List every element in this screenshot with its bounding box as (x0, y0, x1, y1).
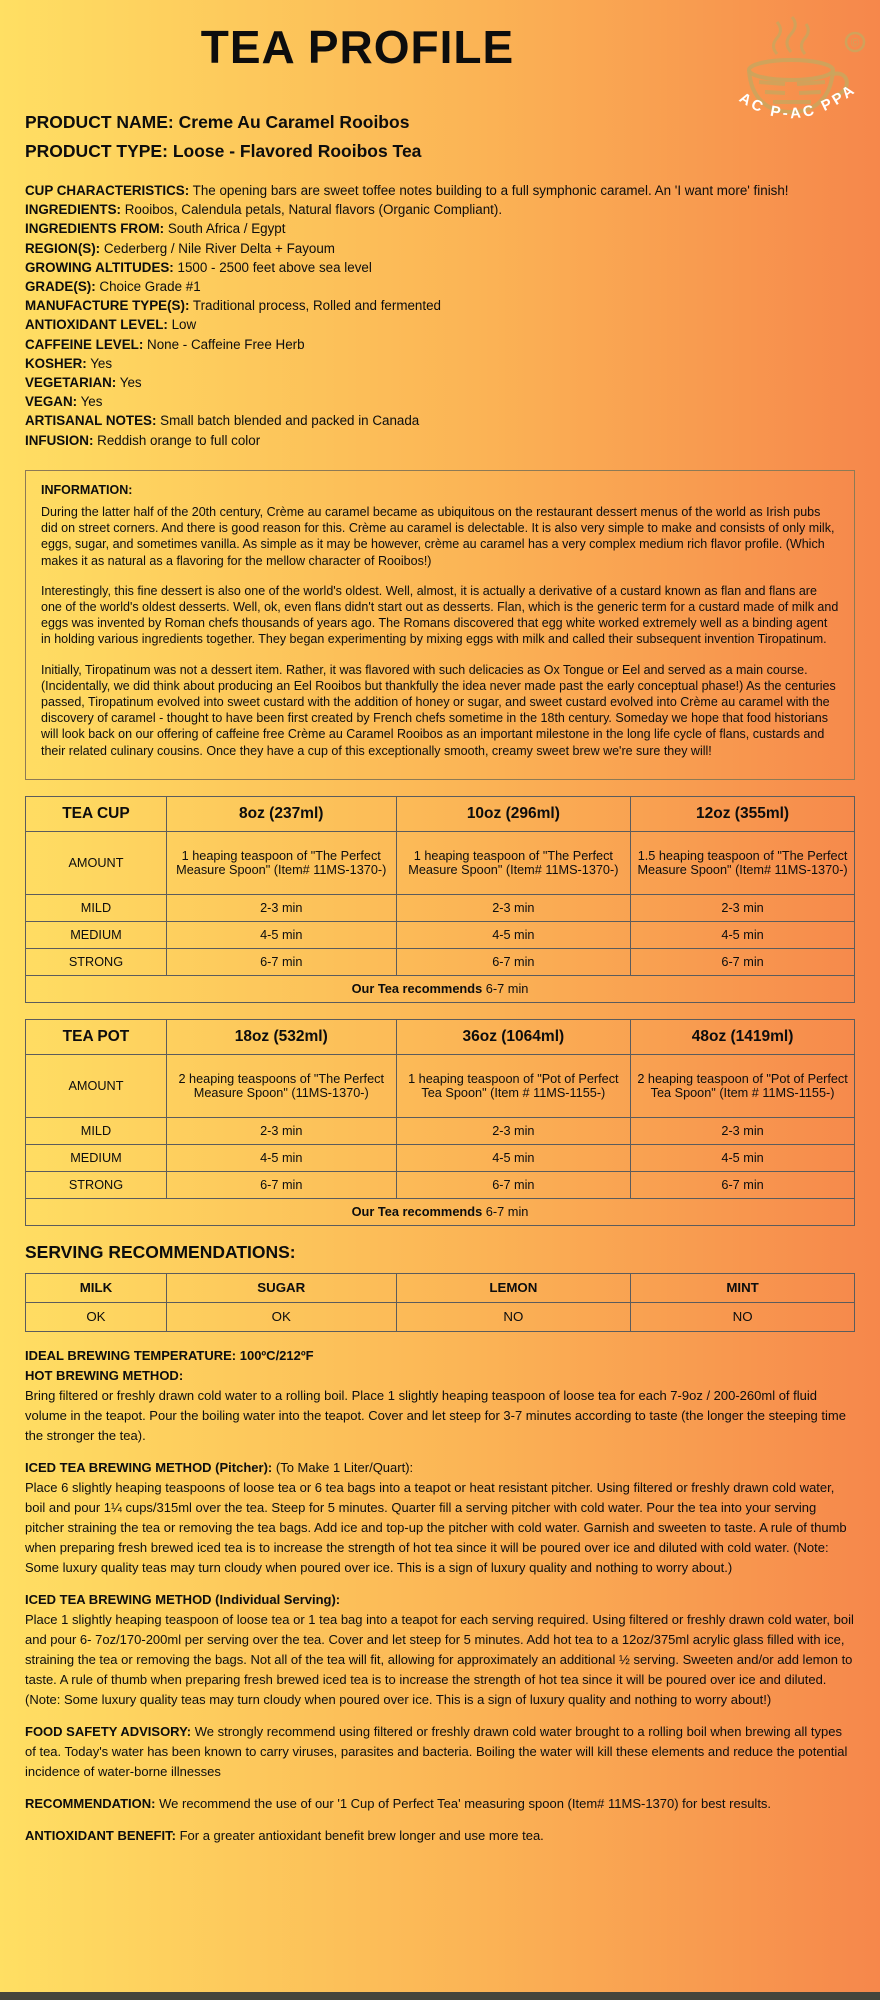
spec-line-ingredients-from (25, 219, 855, 238)
copyright-symbol (846, 33, 864, 51)
serving-recommendations-heading: SERVING RECOMMENDATIONS: (25, 1241, 296, 1262)
antioxidant-benefit (25, 1826, 855, 1846)
amount-label: AMOUNT (26, 831, 167, 894)
ideal-brewing-temperature: IDEAL BREWING TEMPERATURE: 100ºC/212ºF (25, 1347, 314, 1363)
spec-line-vegan (25, 392, 855, 411)
spec-value: Reddish orange to full color (97, 432, 261, 448)
spec-list (25, 181, 855, 450)
spec-line-vegetarian (25, 373, 855, 392)
amount-cell: 2 heaping teaspoons of "The Perfect Measure Spoon" (11MS-1370-) (166, 1054, 396, 1117)
spec-value: Cederberg / Nile River Delta + Fayoum (103, 240, 335, 256)
spec-label: INGREDIENTS: (25, 202, 121, 218)
serving-header-sugar: SUGAR (166, 1273, 396, 1302)
tea-pot-header-row (26, 1019, 855, 1054)
steep-time: 4-5 min (166, 1144, 396, 1171)
steep-label: MEDIUM (26, 1144, 167, 1171)
iced-individual-heading: ICED TEA BREWING METHOD (Individual Serving): (25, 1591, 341, 1607)
recommend-cell (26, 975, 855, 1002)
food-safety-advisory-label: FOOD SAFETY ADVISORY: (25, 1723, 192, 1739)
recommendation-text: We recommend the use of our '1 Cup of Perfect Tea' measuring spoon (Item# 11MS-1370) for best results. (159, 1795, 772, 1811)
spec-label: CAFFEINE LEVEL: (25, 336, 144, 352)
tea-cup-amount-row (26, 831, 855, 894)
spec-label: GROWING ALTITUDES: (25, 259, 174, 275)
tea-pot-medium-row (26, 1144, 855, 1171)
spec-line-growing-altitudes (25, 258, 855, 277)
hot-brewing-method-heading: HOT BREWING METHOD: (25, 1367, 184, 1383)
recommend-value: 6-7 min (485, 981, 529, 997)
tea-cup-logo-graphic (715, 12, 880, 142)
amount-cell: 2 heaping teaspoon of "Pot of Perfect Tea Spoon" (Item # 11MS-1155-) (631, 1054, 855, 1117)
information-paragraph-3: Initially, Tiropatinum was not a dessert item. Rather, it was flavored with such delicacies as Ox Tongue or Eel and served as a main course. (Incidentally, we did think about producing an Eel Rooibos but thankfully the idea never made past the early conceptual phase!) As the centuries passed, Tiropatinum evolved into sweet custard with the addition of honey or sugar, and sweet custard evolved into Crème au caramel with the discovery of caramel - thought to have been first created by French chefs sometime in the 18th century. Someday we hope that food historians will look back on our offering of caffeine free Crème au Caramel Rooibos as an important milestone in the long life cycle of flans, custards and their related culinary cousins. Once they have a cup of this exceptionally smooth, creamy sweet brew we're sure they will! (41, 662, 836, 758)
page-title: TEA PROFILE (200, 21, 515, 73)
spec-label: GRADE(S): (25, 279, 96, 295)
steep-time: 2-3 min (396, 1117, 631, 1144)
steep-time: 6-7 min (396, 948, 631, 975)
tea-cup-header: TEA CUP (26, 796, 167, 831)
spec-label: ARTISANAL NOTES: (25, 413, 157, 429)
bottom-bar (0, 1992, 880, 2000)
tea-cup-size-8oz: 8oz (237ml) (166, 796, 396, 831)
amount-cell: 1 heaping teaspoon of "The Perfect Measure Spoon" (Item# 11MS-1370-) (396, 831, 631, 894)
information-paragraph-2: Interestingly, this fine dessert is also one of the world's oldest. Well, almost, it is actually a derivative of a custard known as flan and flans are one of the world's oldest desserts. Well, ok, even flans didn't start out as desserts. Flan, which is the generic term for a custard made of milk and eggs was invented by Roman chefs thousands of years ago. The Romans discovered that egg white worked extremely well as a binding agent in holding various ingredients together. They began experimenting by mixing eggs with milk and called their subsequent invention Tiropatinum. (41, 583, 839, 647)
spec-line-regions (25, 239, 855, 258)
tea-pot-table (25, 1019, 855, 1226)
steep-time: 6-7 min (166, 948, 396, 975)
tea-cup-size-10oz: 10oz (296ml) (396, 796, 631, 831)
tea-cup-mild-row (26, 894, 855, 921)
information-paragraph-1: During the latter half of the 20th century, Crème au caramel became as ubiquitous on the restaurant dessert menus of the world as Irish pubs did on street corners. And there is good reason for this. Crème au caramel is delectable. It is also very simple to make and consists of only milk, eggs, sugar, and sometimes vanilla. As simple as it may be however, crème au caramel has a very complex medium rich flavor profile. (Which makes it as natural as a flavoring for the mellow character of Rooibos!) (41, 505, 835, 568)
spec-value: Yes (90, 355, 113, 371)
spec-line-cup-characteristics (25, 181, 855, 200)
amount-cell: 1.5 heaping teaspoon of "The Perfect Measure Spoon" (Item# 11MS-1370-) (631, 831, 855, 894)
tea-pot-mild-row (26, 1117, 855, 1144)
spec-value: Low (171, 317, 197, 333)
steep-label: STRONG (26, 1171, 167, 1198)
serving-header-milk: MILK (26, 1273, 167, 1302)
spec-line-grades (25, 277, 855, 296)
serving-header-row (26, 1273, 855, 1302)
antioxidant-benefit-label: ANTIOXIDANT BENEFIT: (25, 1827, 176, 1843)
iced-pitcher-text: Place 6 slightly heaping teaspoons of loose tea or 6 tea bags into a teapot or heat resistant pitcher. Using filtered or freshly drawn cold water, boil and pour 1¼ cups/315ml over the tea. Steep for 5 minutes. Quarter fill a serving pitcher with cold water. Pour the tea into your serving pitcher straining the tea or removing the tea bags. Add ice and top-up the pitcher with cold water. Garnish and sweeten to taste. A rule of thumb when preparing fresh brewed iced tea is to increase the strength of hot tea since it will be poured over ice and diluted with cold water. (Note: Some luxury quality teas may turn cloudy when poured over ice. This is a sign of luxury quality and nothing to worry about.) (25, 1479, 847, 1575)
serving-table (25, 1273, 855, 1332)
spec-value: 1500 - 2500 feet above sea level (177, 259, 372, 275)
steep-time: 2-3 min (166, 894, 396, 921)
amount-cell: 1 heaping teaspoon of "Pot of Perfect Tea Spoon" (Item # 11MS-1155-) (396, 1054, 631, 1117)
spec-label: ANTIOXIDANT LEVEL: (25, 317, 168, 333)
spec-label: VEGAN: (25, 394, 78, 410)
steep-label: MEDIUM (26, 921, 167, 948)
steep-time: 6-7 min (396, 1171, 631, 1198)
spec-value: Small batch blended and packed in Canada (160, 413, 420, 429)
tea-cup-recommend-row (26, 975, 855, 1002)
steep-time: 4-5 min (166, 921, 396, 948)
serving-value-lemon: NO (396, 1302, 631, 1331)
steep-time: 4-5 min (631, 921, 855, 948)
spec-line-caffeine-level (25, 335, 855, 354)
tea-pot-strong-row (26, 1171, 855, 1198)
steep-label: STRONG (26, 948, 167, 975)
spec-line-infusion (25, 431, 855, 450)
amount-label: AMOUNT (26, 1054, 167, 1117)
hot-brewing-method-text: Bring filtered or freshly drawn cold water to a rolling boil. Place 1 slightly heaping teaspoon of loose tea for each 7-9oz / 200-260ml of fluid volume in the teapot. Pour the boiling water into the teapot. Cover and let steep for 3-7 minutes according to taste (the longer the steeping time the stronger the tea). (25, 1387, 846, 1443)
spec-label: INGREDIENTS FROM: (25, 221, 165, 237)
serving-values-row (26, 1302, 855, 1331)
steep-time: 4-5 min (631, 1144, 855, 1171)
steep-time: 6-7 min (631, 1171, 855, 1198)
spec-line-ingredients (25, 200, 855, 219)
tea-pot-header: TEA POT (26, 1019, 167, 1054)
recommend-label: Our Tea recommends (351, 1204, 483, 1220)
spec-label: MANUFACTURE TYPE(S): (25, 298, 190, 314)
product-name-label: PRODUCT NAME: (25, 112, 174, 132)
steam-icon (774, 17, 809, 54)
steep-time: 6-7 min (166, 1171, 396, 1198)
serving-value-mint: NO (631, 1302, 855, 1331)
spec-line-antioxidant-level (25, 315, 855, 334)
spec-value: Rooibos, Calendula petals, Natural flavors (Organic Compliant). (124, 202, 503, 218)
tea-cup-medium-row (26, 921, 855, 948)
steep-time: 6-7 min (631, 948, 855, 975)
steep-time: 2-3 min (396, 894, 631, 921)
spec-label: KOSHER: (25, 355, 87, 371)
spec-value: Traditional process, Rolled and fermented (192, 298, 441, 314)
spec-label: VEGETARIAN: (25, 375, 117, 391)
serving-header-mint: MINT (631, 1273, 855, 1302)
brewing-section (25, 1346, 855, 1846)
spec-value: South Africa / Egypt (167, 221, 286, 237)
tea-cup-header-row (26, 796, 855, 831)
spec-value: Yes (80, 394, 103, 410)
product-type-label: PRODUCT TYPE: (25, 141, 168, 161)
iced-individual-text: Place 1 slightly heaping teaspoon of loose tea or 1 tea bag into a teapot for each serving required. Using filtered or freshly drawn cold water, boil and pour 6- 7oz/170-200ml per serving over the tea. Cover and let steep for 5 minutes. Add hot tea to a 12oz/375ml acrylic glass filled with ice, straining the tea or removing the bags. Not all of the tea will fit, allowing for approximately an additional ½ serving. Sweeten and/or add lemon to taste. A rule of thumb when preparing fresh brewed iced tea is to increase the strength of hot tea since it will be poured over ice and diluted. (Note: Some luxury quality teas may turn cloudy when poured over ice. This is a sign of luxury quality and nothing to worry about!) (25, 1611, 854, 1707)
spec-label: CUP CHARACTERISTICS: (25, 183, 190, 198)
spec-value: The opening bars are sweet toffee notes building to a full symphonic caramel. An 'I want more' finish! (192, 183, 789, 198)
logo-arc-text: AC P-AC PPA (736, 80, 860, 123)
tea-cup-logo (715, 12, 880, 142)
spec-line-kosher (25, 354, 855, 373)
spec-value: Choice Grade #1 (99, 279, 201, 295)
steep-label: MILD (26, 1117, 167, 1144)
food-safety-advisory (25, 1722, 855, 1782)
recommend-cell (26, 1198, 855, 1225)
iced-pitcher-heading (25, 1458, 855, 1478)
product-type-value: Loose - Flavored Rooibos Tea (172, 141, 422, 161)
information-heading: INFORMATION: (41, 482, 133, 497)
steep-time: 2-3 min (166, 1117, 396, 1144)
antioxidant-benefit-text: For a greater antioxidant benefit brew longer and use more tea. (179, 1827, 544, 1843)
tea-pot-recommend-row (26, 1198, 855, 1225)
spec-line-artisanal-notes (25, 411, 855, 430)
spec-label: INFUSION: (25, 432, 94, 448)
serving-value-milk: OK (26, 1302, 167, 1331)
tea-pot-size-36oz: 36oz (1064ml) (396, 1019, 631, 1054)
tea-pot-size-18oz: 18oz (532ml) (166, 1019, 396, 1054)
information-box (25, 470, 855, 780)
tea-cup-size-12oz: 12oz (355ml) (631, 796, 855, 831)
spec-value: Yes (119, 375, 142, 391)
spec-line-manufacture-types (25, 296, 855, 315)
svg-text:©: © (850, 35, 860, 50)
steep-label: MILD (26, 894, 167, 921)
recommend-value: 6-7 min (485, 1204, 529, 1220)
steep-time: 4-5 min (396, 1144, 631, 1171)
recommendation-label: RECOMMENDATION: (25, 1795, 156, 1811)
tea-pot-amount-row (26, 1054, 855, 1117)
product-name-value: Creme Au Caramel Rooibos (178, 112, 410, 132)
food-safety-advisory-text: We strongly recommend using filtered or freshly drawn cold water brought to a rolling boil when brewing all types of tea. Today's water has been known to carry viruses, parasites and bacteria. Boiling the water will kill these elements and reduce the potential incidence of water-borne illnesses (25, 1723, 848, 1779)
tea-pot-size-48oz: 48oz (1419ml) (631, 1019, 855, 1054)
iced-pitcher-heading-bold: ICED TEA BREWING METHOD (Pitcher): (25, 1459, 273, 1475)
amount-cell: 1 heaping teaspoon of "The Perfect Measure Spoon" (Item# 11MS-1370-) (166, 831, 396, 894)
spec-value: None - Caffeine Free Herb (147, 336, 305, 352)
serving-value-sugar: OK (166, 1302, 396, 1331)
recommend-label: Our Tea recommends (351, 981, 483, 997)
iced-pitcher-heading-note: (To Make 1 Liter/Quart): (275, 1459, 414, 1475)
steep-time: 2-3 min (631, 894, 855, 921)
steep-time: 2-3 min (631, 1117, 855, 1144)
tea-cup-table (25, 796, 855, 1003)
spec-label: REGION(S): (25, 240, 101, 256)
tea-cup-strong-row (26, 948, 855, 975)
recommendation (25, 1794, 855, 1814)
steep-time: 4-5 min (396, 921, 631, 948)
serving-header-lemon: LEMON (396, 1273, 631, 1302)
